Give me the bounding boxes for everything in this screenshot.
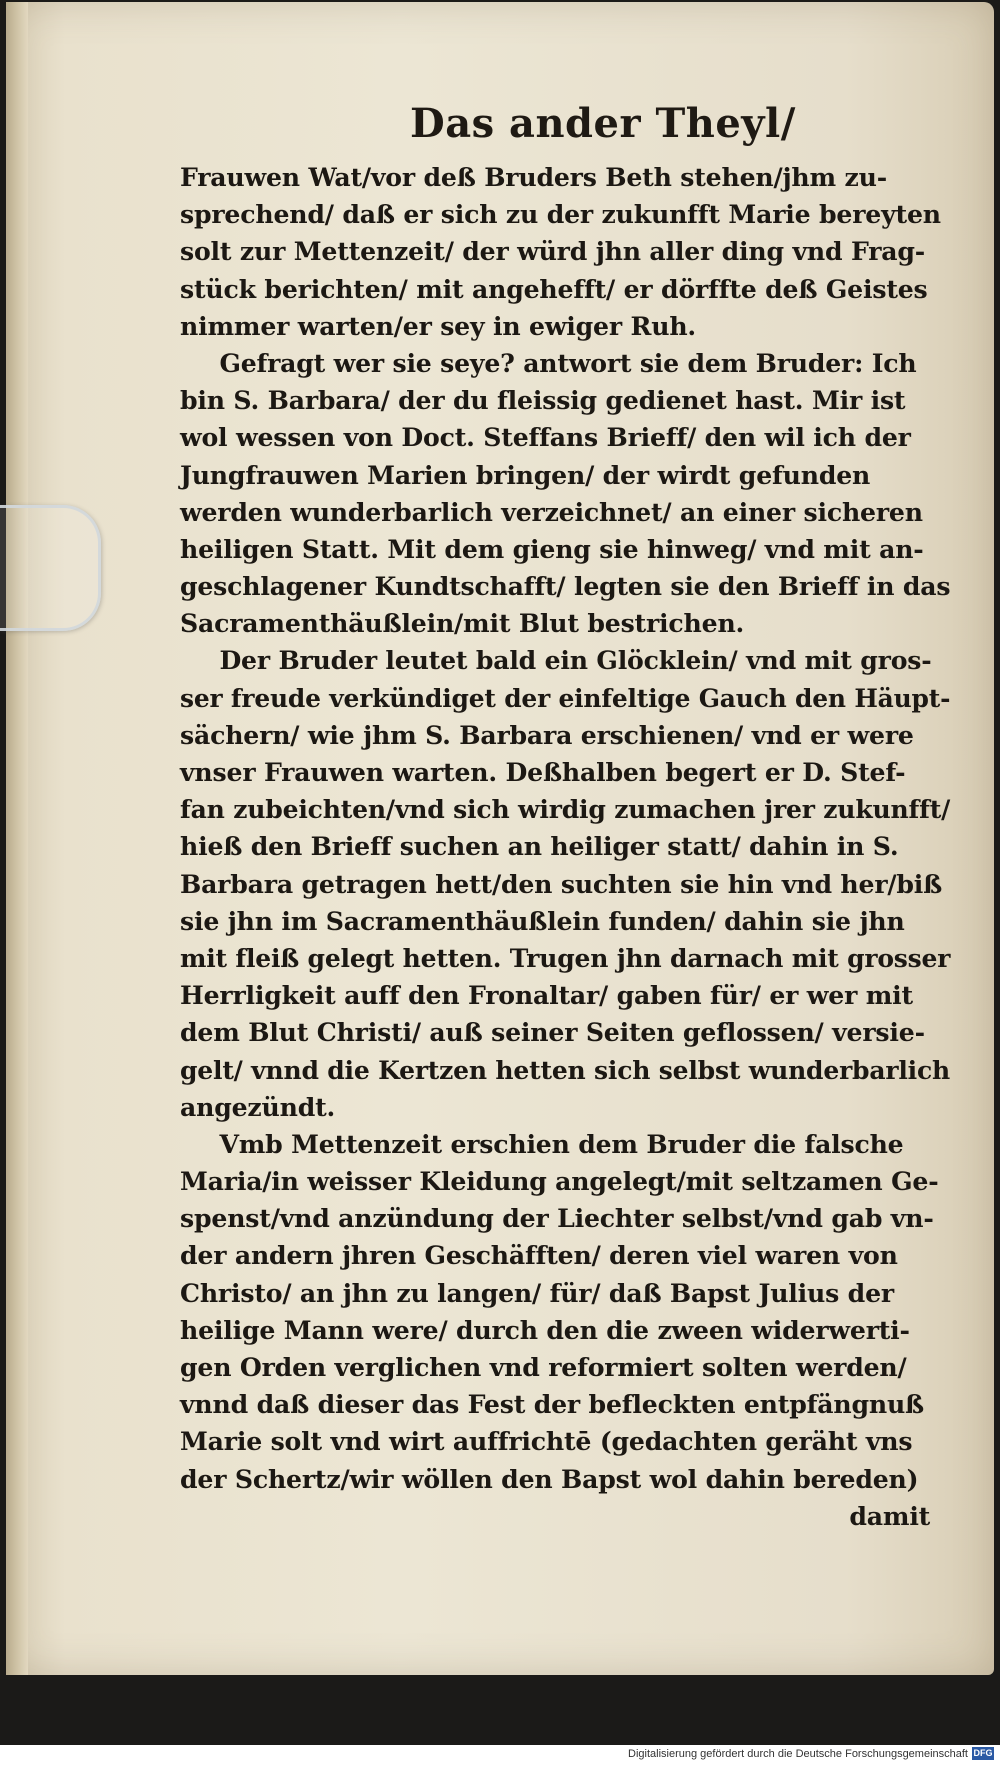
- text-line: Vmb Mettenzeit erschien dem Bruder die falsche: [219, 1129, 904, 1160]
- text-line: sie jhn im Sacramenthäußlein funden/ dahin sie jhn: [180, 906, 905, 937]
- text-line: heiligen Statt. Mit dem gieng sie hinweg/ vnd mit an-: [180, 534, 924, 565]
- text-line: mit fleiß gelegt hetten. Trugen jhn darnach mit grosser: [180, 943, 951, 974]
- text-line: Herrligkeit auff den Fronaltar/ gaben für/ er wer mit: [180, 981, 913, 1012]
- text-line: nimmer warten/er sey in ewiger Ruh.: [180, 311, 697, 342]
- page-clip: [0, 505, 101, 631]
- text-line: vnser Frauwen warten. Deßhalben begert er D. Stef-: [180, 758, 906, 788]
- text-line: dem Blut Christi/ auß seiner Seiten geflossen/ versie-: [180, 1018, 925, 1049]
- text-line: angezündt.: [180, 1092, 336, 1123]
- text-line: wol wessen von Doct. Steffans Brieff/ den wil ich der: [180, 423, 911, 454]
- dfg-logo: DFG: [973, 1748, 993, 1758]
- text-line: Gefragt wer sie seye? antwort sie dem Bruder: Ich: [219, 348, 917, 379]
- text-line: spenst/vnd anzündung der Liechter selbst/vnd gab vn-: [180, 1204, 934, 1235]
- text-line: fan zubeichten/vnd sich wirdig zumachen jrer zukunfft/: [180, 795, 951, 826]
- body-text: [180, 160, 960, 1536]
- text-line: heilige Mann were/ durch den die zween widerwerti-: [180, 1315, 910, 1346]
- text-line: Frauwen Wat/vor deß Bruders Beth stehen/jhm zu-: [180, 163, 887, 193]
- text-line: Barbara getragen hett/den suchten sie hin vnd her/biß: [180, 869, 943, 900]
- text-line: hieß den Brieff suchen an heiliger statt/ dahin in S.: [180, 832, 899, 863]
- text-line: der andern jhren Geschäfften/ deren viel waren von: [180, 1241, 898, 1272]
- text-line: sächern/ wie jhm S. Barbara erschienen/ vnd er were: [180, 720, 914, 751]
- text-line: gen Orden verglichen vnd reformiert solten werden/: [180, 1353, 907, 1383]
- text-line: werden wunderbarlich verzeichnet/ an einer sicheren: [180, 497, 923, 528]
- running-head: Das ander Theyl/: [410, 100, 796, 147]
- footer-credit: Digitalisierung gefördert durch die Deutsche Forschungsgemeinschaft: [628, 1748, 968, 1760]
- text-line: ser freude verkündiget der einfeltige Gauch den Häupt-: [180, 683, 951, 714]
- text-line: Maria/in weisser Kleidung angelegt/mit seltzamen Ge-: [180, 1167, 939, 1198]
- text-line: solt zur Mettenzeit/ der würd jhn aller ding vnd Frag-: [180, 237, 926, 268]
- text-line: vnnd daß dieser das Fest der befleckten entpfängnuß: [180, 1390, 924, 1421]
- text-line: Christo/ an jhn zu langen/ für/ daß Bapst Julius der: [180, 1278, 894, 1309]
- text-line: Jungfrauwen Marien bringen/ der wirdt gefunden: [180, 460, 871, 491]
- text-line: sprechend/ daß er sich zu der zukunfft Marie bereyten: [180, 200, 941, 231]
- text-line: Marie solt vnd wirt auffrichtē (gedachten geräht vns: [180, 1427, 913, 1458]
- text-line: Der Bruder leutet bald ein Glöcklein/ vnd mit gros-: [219, 646, 932, 677]
- text-line: der Schertz/wir wöllen den Bapst wol dahin bereden): [180, 1464, 919, 1495]
- page-edge: [6, 2, 28, 1675]
- text-line: Sacramenthäußlein/mit Blut bestrichen.: [180, 609, 745, 640]
- text-line: gelt/ vnnd die Kertzen hetten sich selbst wunderbarlich: [180, 1055, 950, 1086]
- text-line: stück berichten/ mit angehefft/ er dörffte deß Geistes: [180, 274, 928, 305]
- catchword: damit: [849, 1501, 931, 1532]
- text-line: bin S. Barbara/ der du fleissig gedienet hast. Mir ist: [180, 386, 906, 417]
- text-line: geschlagener Kundtschafft/ legten sie den Brieff in das: [180, 572, 951, 603]
